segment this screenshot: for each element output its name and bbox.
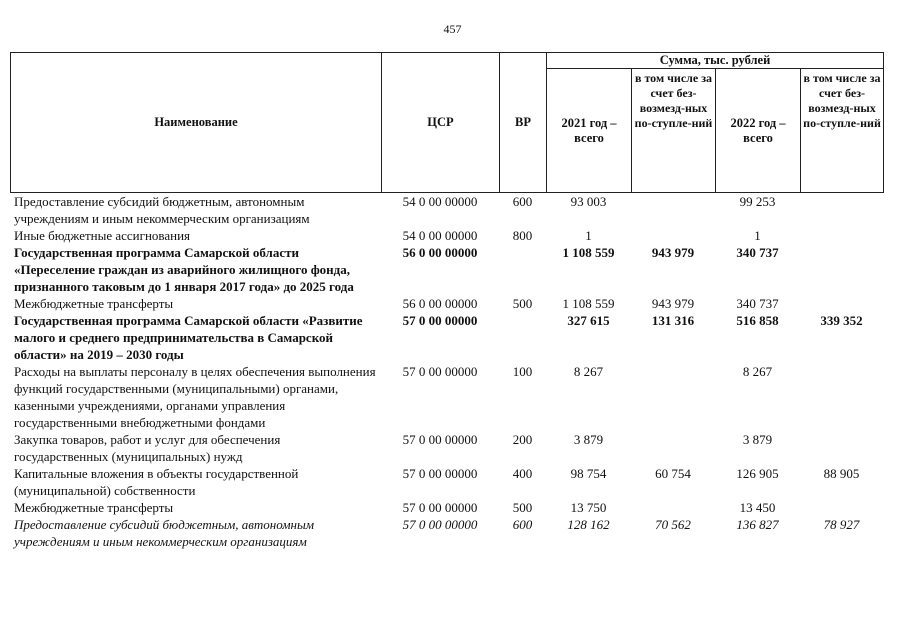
table-row bbox=[10, 363, 883, 431]
row-csr: 54 0 00 00000 bbox=[402, 228, 478, 243]
row-2021-free bbox=[631, 363, 715, 431]
row-2021-free: 70 562 bbox=[655, 517, 691, 532]
row-vr: 800 bbox=[512, 228, 533, 243]
row-2022-total: 8 267 bbox=[742, 364, 773, 379]
row-2022-free bbox=[800, 431, 883, 465]
row-2021-free: 943 979 bbox=[651, 296, 695, 311]
header-csr: ЦСР bbox=[382, 53, 500, 193]
row-2022-total: 126 905 bbox=[736, 466, 779, 481]
row-2021-total: 98 754 bbox=[570, 466, 607, 481]
row-2022-free bbox=[800, 227, 883, 244]
row-2021-free: 60 754 bbox=[655, 466, 691, 481]
table-row bbox=[10, 516, 883, 550]
row-name: Капитальные вложения в объекты государственной (муниципальной) собственности bbox=[14, 466, 299, 498]
row-name: Расходы на выплаты персоналу в целях обеспечения выполнения функций государственными (муниципальными) органами, казенными учреждениями, органами управления государственными внебюджетными фондами bbox=[14, 364, 376, 430]
header-2022-free: в том числе за счет без-возмезд-ных по-ступле-ний bbox=[801, 69, 884, 193]
row-2021-total: 93 003 bbox=[570, 194, 607, 209]
header-sum-group: Сумма, тыс. рублей bbox=[547, 53, 884, 69]
row-name: Межбюджетные трансферты bbox=[14, 500, 174, 515]
row-csr: 57 0 00 00000 bbox=[402, 517, 478, 532]
row-vr: 500 bbox=[512, 500, 533, 515]
table-row bbox=[10, 465, 883, 499]
header-vr: ВР bbox=[500, 53, 547, 193]
row-2022-free: 78 927 bbox=[823, 517, 860, 532]
row-name: Государственная программа Самарской области «Развитие малого и среднего предпринимательства в Самарской области» на 2019 – 2030 годы bbox=[14, 313, 363, 362]
row-2021-free bbox=[631, 193, 715, 227]
row-2022-total: 99 253 bbox=[739, 194, 776, 209]
header-2022-total: 2022 год – всего bbox=[716, 69, 801, 193]
table-row bbox=[10, 499, 883, 516]
header-name: Наименование bbox=[11, 53, 382, 193]
row-vr: 500 bbox=[512, 296, 533, 311]
row-2021-total: 8 267 bbox=[573, 364, 604, 379]
row-2022-total: 3 879 bbox=[742, 432, 773, 447]
table-header bbox=[10, 52, 884, 193]
row-name: Иные бюджетные ассигнования bbox=[14, 228, 191, 243]
row-2022-free bbox=[800, 193, 883, 227]
page-number: 457 bbox=[443, 22, 462, 36]
row-2021-total: 3 879 bbox=[573, 432, 604, 447]
row-2022-free bbox=[800, 244, 883, 295]
row-vr bbox=[499, 244, 546, 295]
row-2022-free bbox=[800, 499, 883, 516]
row-2022-free: 339 352 bbox=[820, 313, 863, 328]
row-2021-free: 131 316 bbox=[651, 313, 695, 328]
table-row bbox=[10, 312, 883, 363]
row-2021-total: 1 bbox=[585, 228, 592, 243]
row-2021-total: 13 750 bbox=[570, 500, 607, 515]
row-name: Предоставление субсидий бюджетным, автономным учреждениям и иным некоммерческим организациям bbox=[14, 517, 315, 549]
row-vr: 200 bbox=[512, 432, 533, 447]
row-vr: 600 bbox=[512, 194, 533, 209]
row-2022-total: 13 450 bbox=[739, 500, 776, 515]
table-body bbox=[10, 193, 883, 550]
row-2022-free bbox=[800, 295, 883, 312]
row-2022-free bbox=[800, 363, 883, 431]
row-csr: 57 0 00 00000 bbox=[402, 432, 478, 447]
row-vr: 600 bbox=[512, 517, 533, 532]
table-row bbox=[10, 193, 883, 227]
row-2021-free: 943 979 bbox=[651, 245, 695, 260]
row-csr: 57 0 00 00000 bbox=[402, 313, 478, 328]
table-row bbox=[10, 244, 883, 295]
header-2021-total: 2021 год – всего bbox=[547, 69, 632, 193]
row-2021-free bbox=[631, 499, 715, 516]
row-2022-total: 516 858 bbox=[736, 313, 779, 328]
table-row bbox=[10, 431, 883, 465]
row-2021-total: 1 108 559 bbox=[562, 296, 615, 311]
row-csr: 54 0 00 00000 bbox=[402, 194, 478, 209]
row-csr: 57 0 00 00000 bbox=[402, 364, 478, 379]
row-2021-total: 327 615 bbox=[567, 313, 610, 328]
row-2022-total: 340 737 bbox=[736, 245, 779, 260]
table-row bbox=[10, 227, 883, 244]
row-vr bbox=[499, 312, 546, 363]
row-2021-free bbox=[631, 431, 715, 465]
row-2021-free bbox=[631, 227, 715, 244]
row-2021-total: 128 162 bbox=[567, 517, 610, 532]
row-name: Закупка товаров, работ и услуг для обеспечения государственных (муниципальных) нужд bbox=[14, 432, 281, 464]
header-2021-free: в том числе за счет без-возмезд-ных по-ступле-ний bbox=[632, 69, 716, 193]
row-name: Предоставление субсидий бюджетным, автономным учреждениям и иным некоммерческим организациям bbox=[14, 194, 310, 226]
row-2022-total: 340 737 bbox=[736, 296, 779, 311]
row-2022-total: 136 827 bbox=[736, 517, 779, 532]
row-csr: 57 0 00 00000 bbox=[402, 466, 478, 481]
row-csr: 57 0 00 00000 bbox=[402, 500, 478, 515]
row-csr: 56 0 00 00000 bbox=[402, 245, 478, 260]
row-name: Государственная программа Самарской области «Переселение граждан из аварийного жилищного фонда, признанного таковым до 1 января 2017 года» до 2025 года bbox=[14, 245, 354, 294]
row-name: Межбюджетные трансферты bbox=[14, 296, 174, 311]
row-vr: 100 bbox=[512, 364, 533, 379]
row-vr: 400 bbox=[512, 466, 533, 481]
table-row bbox=[10, 295, 883, 312]
row-2022-total: 1 bbox=[754, 228, 761, 243]
row-csr: 56 0 00 00000 bbox=[402, 296, 478, 311]
row-2022-free: 88 905 bbox=[823, 466, 860, 481]
row-2021-total: 1 108 559 bbox=[562, 245, 615, 260]
